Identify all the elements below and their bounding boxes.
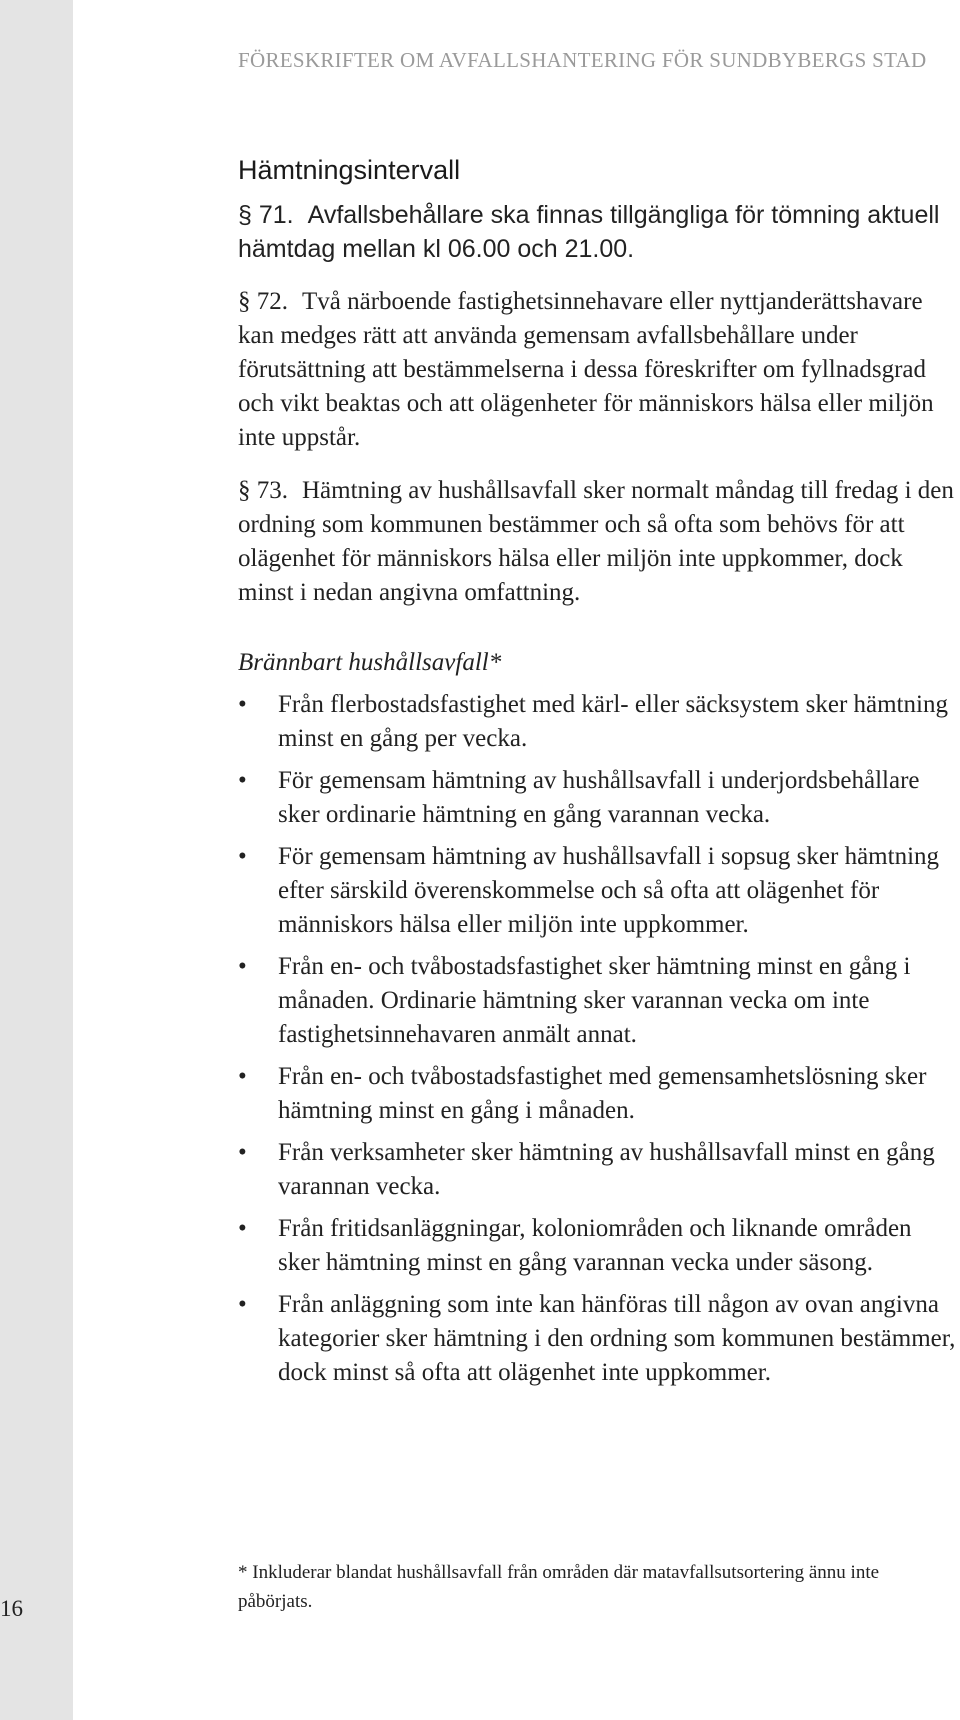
page-number: 16 — [0, 1596, 23, 1621]
list-item-text: Från verksamheter sker hämtning av hushållsavfall minst en gång varannan vecka. — [278, 1139, 935, 1200]
list-item — [238, 950, 958, 1052]
paragraph-number: § 71. — [238, 201, 294, 229]
bullet-icon: • — [238, 1063, 247, 1090]
paragraph-73 — [238, 474, 958, 610]
list-item-text: Från en- och tvåbostadsfastighet sker hämtning minst en gång i månaden. Ordinarie hämtning sker varannan vecka om inte fastighetsinnehavaren anmält annat. — [278, 953, 911, 1048]
list-item — [238, 840, 958, 942]
paragraph-71 — [238, 198, 958, 266]
section-heading: Hämtningsintervall — [238, 155, 461, 185]
list-item — [238, 1212, 958, 1280]
bullet-icon: • — [238, 953, 247, 980]
paragraph-72 — [238, 285, 958, 455]
list-item-text: För gemensam hämtning av hushållsavfall i sopsug sker hämtning efter särskild överenskommelse och så ofta att olägenhet för människors hälsa eller miljön inte uppkommer. — [278, 843, 940, 938]
paragraph-number: § 73. — [238, 477, 288, 504]
bullet-list — [238, 688, 958, 1390]
bullet-icon: • — [238, 767, 247, 794]
footnote: * Inkluderar blandat hushållsavfall från områden där matavfallsutsortering ännu inte påbörjats. — [238, 1562, 880, 1612]
list-item-text: För gemensam hämtning av hushållsavfall i underjordsbehållare sker ordinarie hämtning en gång varannan vecka. — [278, 767, 920, 828]
list-item — [238, 688, 958, 756]
list-item-text: Från flerbostadsfastighet med kärl- eller säcksystem sker hämtning minst en gång per vecka. — [278, 691, 948, 752]
paragraph-text: Hämtning av hushållsavfall sker normalt måndag till fredag i den ordning som kommunen bestämmer och så ofta som behövs för att olägenhet för människors hälsa eller miljön inte uppkommer, dock minst i nedan angivna omfattning. — [238, 477, 954, 606]
paragraph-number: § 72. — [238, 288, 288, 315]
bullet-icon: • — [238, 1215, 247, 1242]
paragraph-text: Avfallsbehållare ska finnas tillgängliga för tömning aktuell hämtdag mellan kl 06.00 och 21.00. — [238, 201, 940, 263]
bullet-icon: • — [238, 1291, 247, 1318]
bullet-icon: • — [238, 843, 247, 870]
page-margin-strip — [0, 0, 73, 1720]
list-item-text: Från fritidsanläggningar, koloniområden och liknande områden sker hämtning minst en gång varannan vecka under säsong. — [278, 1215, 912, 1276]
subsection-heading: Brännbart hushållsavfall* — [238, 649, 502, 676]
paragraph-text: Två närboende fastighetsinnehavare eller nyttjanderättshavare kan medges rätt att använda gemensam avfallsbehållare under förutsättning att bestämmelserna i dessa föreskrifter om fyllnadsgrad och vikt beaktas och att olägenheter för människors hälsa eller miljön inte uppstår. — [238, 288, 934, 451]
bullet-icon: • — [238, 1139, 247, 1166]
list-item — [238, 1136, 958, 1204]
list-item-text: Från anläggning som inte kan hänföras till någon av ovan angivna kategorier sker hämtning i den ordning som kommunen bestämmer, dock minst så ofta att olägenhet inte uppkommer. — [278, 1291, 956, 1386]
list-item — [238, 1060, 958, 1128]
bullet-icon: • — [238, 691, 247, 718]
list-item — [238, 764, 958, 832]
main-content — [238, 155, 958, 1398]
running-header: FÖRESKRIFTER OM AVFALLSHANTERING FÖR SUNDBYBERGS STAD — [238, 48, 927, 72]
list-item — [238, 1288, 958, 1390]
list-item-text: Från en- och tvåbostadsfastighet med gemensamhetslösning sker hämtning minst en gång i månaden. — [278, 1063, 927, 1124]
